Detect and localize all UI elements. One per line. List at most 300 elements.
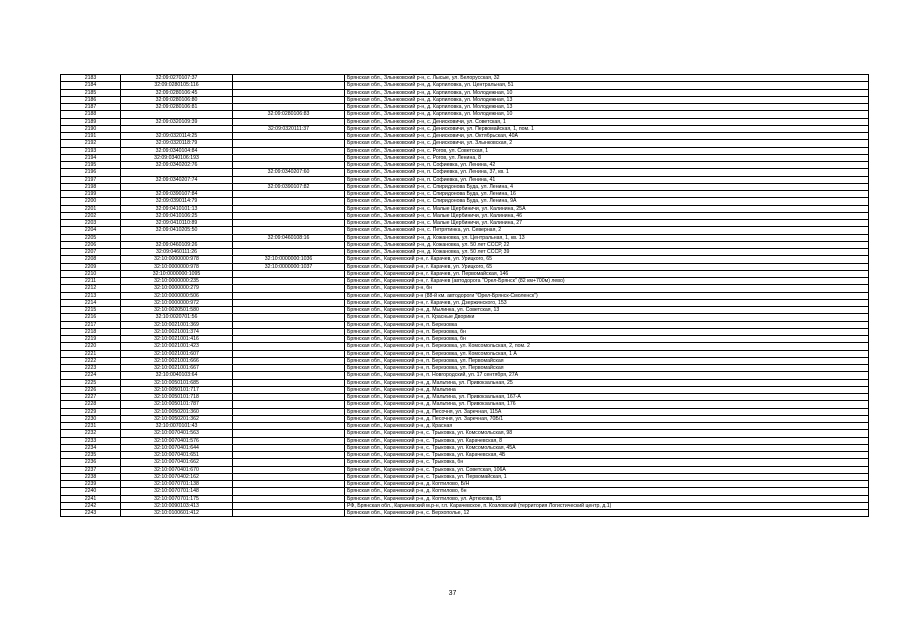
address-cell: Брянская обл., Злынковский р-н, д. Карпиловка, ул. Молодежная, 13 — [345, 104, 869, 111]
table-row — [61, 299, 869, 306]
table-row — [61, 198, 869, 205]
row-number-cell: 2196 — [61, 169, 121, 176]
cadastral-number-cell: 32:10:0000000:235 — [121, 278, 233, 285]
table-row — [61, 495, 869, 502]
registry-table-container — [60, 74, 869, 517]
cadastral-number-cell: 32:09:0280106:80 — [121, 96, 233, 103]
address-cell: Брянская обл., Карачевский р-н, п. Красные Дворики — [345, 314, 869, 321]
related-cadastral-number-cell — [233, 379, 345, 386]
row-number-cell: 2236 — [61, 459, 121, 466]
row-number-cell: 2208 — [61, 256, 121, 263]
row-number-cell: 2222 — [61, 357, 121, 364]
address-cell: Брянская обл., Карачевский р-н, д. Мальтина, ул. Привокзальная, 25 — [345, 379, 869, 386]
table-row — [61, 140, 869, 147]
cadastral-number-cell: 32:10:0000000:978 — [121, 256, 233, 263]
row-number-cell: 2211 — [61, 278, 121, 285]
related-cadastral-number-cell — [233, 386, 345, 393]
related-cadastral-number-cell — [233, 140, 345, 147]
cadastral-number-cell — [121, 234, 233, 241]
cadastral-number-cell: 32:10:0070401:644 — [121, 444, 233, 451]
address-cell: Брянская обл., Карачевский р-н, г. Карачев, ул. Первомайская, 146 — [345, 270, 869, 277]
related-cadastral-number-cell — [233, 118, 345, 125]
address-cell: Брянская обл., Злынковский р-н, с. Рогов, ул. Ленина, 8 — [345, 154, 869, 161]
row-number-cell: 2186 — [61, 96, 121, 103]
table-row — [61, 502, 869, 509]
address-cell: Брянская обл., Карачевский р-н, п. Березовка, ул. Первомайская — [345, 365, 869, 372]
table-row — [61, 205, 869, 212]
cadastral-number-cell: 32:10:0070101:43 — [121, 423, 233, 430]
related-cadastral-number-cell — [233, 357, 345, 364]
row-number-cell: 2184 — [61, 82, 121, 89]
related-cadastral-number-cell — [233, 343, 345, 350]
table-row — [61, 444, 869, 451]
related-cadastral-number-cell: 32:10:0000000:1037 — [233, 263, 345, 270]
related-cadastral-number-cell — [233, 147, 345, 154]
table-row — [61, 154, 869, 161]
related-cadastral-number-cell — [233, 408, 345, 415]
row-number-cell: 2224 — [61, 372, 121, 379]
table-row — [61, 249, 869, 256]
row-number-cell: 2219 — [61, 336, 121, 343]
related-cadastral-number-cell: 32:09:0390107:82 — [233, 183, 345, 190]
table-row — [61, 270, 869, 277]
table-row — [61, 125, 869, 132]
address-cell: Брянская обл., Карачевский р-н, д. Песочня, ул. Заречная, 115А — [345, 408, 869, 415]
row-number-cell: 2225 — [61, 379, 121, 386]
related-cadastral-number-cell — [233, 212, 345, 219]
row-number-cell: 2203 — [61, 220, 121, 227]
address-cell: Брянская обл., Злынковский р-н, п. Софиевка, ул. Ленина, 37, кв. 1 — [345, 169, 869, 176]
address-cell: Брянская обл., Карачевский р-н, п. Березовка, ул. Комсомольская, 2, пом. 2 — [345, 343, 869, 350]
row-number-cell: 2238 — [61, 473, 121, 480]
address-cell: Брянская обл., Злынковский р-н, с. Спиридонова Буда, ул. Ленина, 9А — [345, 198, 869, 205]
table-row — [61, 350, 869, 357]
cadastral-number-cell: 32:10:0100601:412 — [121, 510, 233, 517]
table-row — [61, 118, 869, 125]
related-cadastral-number-cell — [233, 336, 345, 343]
row-number-cell: 2189 — [61, 118, 121, 125]
related-cadastral-number-cell — [233, 495, 345, 502]
related-cadastral-number-cell — [233, 401, 345, 408]
related-cadastral-number-cell — [233, 241, 345, 248]
address-cell: Брянская обл., Злынковский р-н, п. Софиевка, ул. Ленина, 42 — [345, 162, 869, 169]
cadastral-number-cell: 32:10:0050101:718 — [121, 394, 233, 401]
address-cell: Брянская обл., Злынковский р-н, с. Спиридонова Буда, ул. Ленина, 16 — [345, 191, 869, 198]
address-cell: РФ, Брянская обл., Карачевский м.р-н, г.п. Карачевское, п. Козловский (территория Логистический центр, д.1) — [345, 502, 869, 509]
row-number-cell: 2220 — [61, 343, 121, 350]
cadastral-number-cell: 32:10:0070401:576 — [121, 437, 233, 444]
address-cell: Брянская обл., Злынковский р-н, д. Карпиловка, ул. Центральная, 51 — [345, 82, 869, 89]
related-cadastral-number-cell — [233, 365, 345, 372]
related-cadastral-number-cell — [233, 481, 345, 488]
row-number-cell: 2195 — [61, 162, 121, 169]
cadastral-number-cell: 32:10:0021001:374 — [121, 328, 233, 335]
row-number-cell: 2202 — [61, 212, 121, 219]
row-number-cell: 2200 — [61, 198, 121, 205]
row-number-cell: 2226 — [61, 386, 121, 393]
address-cell: Брянская обл., Карачевский р-н, г. Карачев (автодорога "Орел-Брянск" (82 км+700м) лево) — [345, 278, 869, 285]
table-row — [61, 314, 869, 321]
cadastral-number-cell: 32:09:0280106:45 — [121, 89, 233, 96]
table-row — [61, 147, 869, 154]
table-row — [61, 321, 869, 328]
address-cell: Брянская обл., Злынковский р-н, с. Малые Щербиничи, ул. Калинина, 25А — [345, 205, 869, 212]
table-row — [61, 176, 869, 183]
cadastral-number-cell: 32:10:0040103:64 — [121, 372, 233, 379]
address-cell: Брянская обл., Злынковский р-н, с. Денисковичи, ул. Октябрьская, 40А — [345, 133, 869, 140]
row-number-cell: 2229 — [61, 408, 121, 415]
row-number-cell: 2214 — [61, 299, 121, 306]
related-cadastral-number-cell — [233, 423, 345, 430]
address-cell: Брянская обл., Карачевский р-н, г. Карачев, ул. Урицкого, 65 — [345, 263, 869, 270]
table-row — [61, 452, 869, 459]
cadastral-number-cell — [121, 169, 233, 176]
table-row — [61, 82, 869, 89]
related-cadastral-number-cell — [233, 220, 345, 227]
row-number-cell: 2242 — [61, 502, 121, 509]
cadastral-number-cell: 32:10:0000000:978 — [121, 263, 233, 270]
table-row — [61, 408, 869, 415]
registry-table — [60, 74, 869, 517]
row-number-cell: 2210 — [61, 270, 121, 277]
row-number-cell: 2185 — [61, 89, 121, 96]
table-row — [61, 365, 869, 372]
address-cell: Брянская обл., Карачевский р-н, д. Мальтина, ул. Привокзальная, 176 — [345, 401, 869, 408]
row-number-cell: 2188 — [61, 111, 121, 118]
row-number-cell: 2198 — [61, 183, 121, 190]
address-cell: Брянская обл., Злынковский р-н, с. Денисковичи, ул. Первомайская, 1, пом. 1 — [345, 125, 869, 132]
table-row — [61, 415, 869, 422]
table-row — [61, 256, 869, 263]
address-cell: Брянская обл., Карачевский р-н (88-й км. автодороги "Орел-Брянск-Смоленск") — [345, 292, 869, 299]
related-cadastral-number-cell — [233, 133, 345, 140]
row-number-cell: 2237 — [61, 466, 121, 473]
table-row — [61, 488, 869, 495]
row-number-cell: 2201 — [61, 205, 121, 212]
cadastral-number-cell: 32:10:0070401:670 — [121, 466, 233, 473]
table-row — [61, 386, 869, 393]
cadastral-number-cell: 32:10:0021001:423 — [121, 343, 233, 350]
address-cell: Брянская обл., Карачевский р-н, с. Трыковка, ул. Комсомольская, 45А — [345, 444, 869, 451]
row-number-cell: 2216 — [61, 314, 121, 321]
row-number-cell: 2230 — [61, 415, 121, 422]
address-cell: Брянская обл., Злынковский р-н, д. Кожановка, ул. 50 лет СССР, 22 — [345, 241, 869, 248]
table-row — [61, 473, 869, 480]
row-number-cell: 2223 — [61, 365, 121, 372]
related-cadastral-number-cell — [233, 510, 345, 517]
related-cadastral-number-cell — [233, 278, 345, 285]
cadastral-number-cell — [121, 125, 233, 132]
row-number-cell: 2187 — [61, 104, 121, 111]
row-number-cell: 2190 — [61, 125, 121, 132]
address-cell: Брянская обл., Злынковский р-н, с. Денисковичи, ул. Советская, 1 — [345, 118, 869, 125]
address-cell: Брянская обл., Злынковский р-н, д. Карпиловка, ул. Молодежная, 13 — [345, 96, 869, 103]
table-row — [61, 133, 869, 140]
address-cell: Брянская обл., Карачевский р-н, д. Песочня, ул. Заречная, 70Б/1 — [345, 415, 869, 422]
cadastral-number-cell: 32:09:0410101:13 — [121, 205, 233, 212]
table-row — [61, 379, 869, 386]
related-cadastral-number-cell — [233, 350, 345, 357]
cadastral-number-cell: 32:10:0020501:580 — [121, 307, 233, 314]
table-row — [61, 401, 869, 408]
table-row — [61, 169, 869, 176]
cadastral-number-cell: 32:10:0050201:360 — [121, 408, 233, 415]
cadastral-number-cell: 32:09:0410110:89 — [121, 220, 233, 227]
table-row — [61, 437, 869, 444]
cadastral-number-cell: 32:10:0021001:667 — [121, 365, 233, 372]
cadastral-number-cell: 32:10:0021001:666 — [121, 357, 233, 364]
address-cell: Брянская обл., Карачевский р-н, д. Мальтина — [345, 386, 869, 393]
cadastral-number-cell: 32:10:0021001:369 — [121, 321, 233, 328]
address-cell: Брянская обл., Карачевский р-н, бн — [345, 285, 869, 292]
cadastral-number-cell: 32:09:0320114:25 — [121, 133, 233, 140]
related-cadastral-number-cell — [233, 227, 345, 234]
table-row — [61, 292, 869, 299]
table-row — [61, 278, 869, 285]
table-row — [61, 394, 869, 401]
row-number-cell: 2234 — [61, 444, 121, 451]
table-row — [61, 481, 869, 488]
cadastral-number-cell: 32:10:0000000:972 — [121, 299, 233, 306]
address-cell: Брянская обл., Карачевский р-н, п. Березовка, ул. Первомайская — [345, 357, 869, 364]
cadastral-number-cell: 32:09:0340202:76 — [121, 162, 233, 169]
cadastral-number-cell: 32:09:0280105:116 — [121, 82, 233, 89]
cadastral-number-cell: 32:10:0021001:607 — [121, 350, 233, 357]
cadastral-number-cell: 32:09:0410205:50 — [121, 227, 233, 234]
cadastral-number-cell: 32:10:0050101:685 — [121, 379, 233, 386]
address-cell: Брянская обл., Злынковский р-н, п. Софиевка, ул. Ленина, 41 — [345, 176, 869, 183]
table-row — [61, 241, 869, 248]
row-number-cell: 2205 — [61, 234, 121, 241]
table-row — [61, 263, 869, 270]
table-row — [61, 183, 869, 190]
related-cadastral-number-cell — [233, 89, 345, 96]
related-cadastral-number-cell — [233, 270, 345, 277]
related-cadastral-number-cell: 32:09:0320111:37 — [233, 125, 345, 132]
row-number-cell: 2231 — [61, 423, 121, 430]
related-cadastral-number-cell — [233, 394, 345, 401]
related-cadastral-number-cell: 32:09:0460108:16 — [233, 234, 345, 241]
cadastral-number-cell: 32:09:0270107:37 — [121, 75, 233, 82]
row-number-cell: 2227 — [61, 394, 121, 401]
cadastral-number-cell — [121, 111, 233, 118]
row-number-cell: 2209 — [61, 263, 121, 270]
cadastral-number-cell: 32:10:0070701:138 — [121, 481, 233, 488]
related-cadastral-number-cell — [233, 328, 345, 335]
address-cell: Брянская обл., Карачевский р-н, п. Березовка, ул. Комсомольская, 1 А — [345, 350, 869, 357]
row-number-cell: 2192 — [61, 140, 121, 147]
table-row — [61, 423, 869, 430]
row-number-cell: 2193 — [61, 147, 121, 154]
related-cadastral-number-cell — [233, 459, 345, 466]
cadastral-number-cell: 32:09:0340106:193 — [121, 154, 233, 161]
related-cadastral-number-cell — [233, 82, 345, 89]
address-cell: Брянская обл., Карачевский р-н, с. Трыковка, ул. Карачевская, 8 — [345, 437, 869, 444]
row-number-cell: 2217 — [61, 321, 121, 328]
cadastral-number-cell: 32:09:0460109:26 — [121, 241, 233, 248]
table-row — [61, 212, 869, 219]
address-cell: Брянская обл., Карачевский р-н, п. Березовка, бн — [345, 336, 869, 343]
table-row — [61, 328, 869, 335]
row-number-cell: 2228 — [61, 401, 121, 408]
row-number-cell: 2213 — [61, 292, 121, 299]
address-cell: Брянская обл., Злынковский р-н, с. Малые Щербиничи, ул. Калинина, 27 — [345, 220, 869, 227]
cadastral-number-cell: 32:10:0000000:279 — [121, 285, 233, 292]
address-cell: Брянская обл., Карачевский р-н, д. Коптилово, бн — [345, 488, 869, 495]
related-cadastral-number-cell: 32:10:0000000:1036 — [233, 256, 345, 263]
registry-table-body — [61, 75, 869, 517]
row-number-cell: 2239 — [61, 481, 121, 488]
table-row — [61, 227, 869, 234]
related-cadastral-number-cell — [233, 307, 345, 314]
address-cell: Брянская обл., Злынковский р-н, с. Петрятинка, ул. Северная, 2 — [345, 227, 869, 234]
cadastral-number-cell: 32:09:0320109:39 — [121, 118, 233, 125]
cadastral-number-cell: 32:10:0070401:563 — [121, 430, 233, 437]
cadastral-number-cell: 32:09:0340207:74 — [121, 176, 233, 183]
related-cadastral-number-cell — [233, 96, 345, 103]
address-cell: Брянская обл., Карачевский р-н, с. Трыковка, бн — [345, 459, 869, 466]
address-cell: Брянская обл., Карачевский р-н, с. Трыковка, ул. Первомайская, 1 — [345, 473, 869, 480]
related-cadastral-number-cell — [233, 488, 345, 495]
address-cell: Брянская обл., Карачевский р-н, д. Мальтина, ул. Привокзальная, 167-А — [345, 394, 869, 401]
cadastral-number-cell: 32:09:0340104:84 — [121, 147, 233, 154]
table-row — [61, 220, 869, 227]
cadastral-number-cell: 32:10:0070401:662 — [121, 459, 233, 466]
cadastral-number-cell: 32:09:0410106:25 — [121, 212, 233, 219]
related-cadastral-number-cell — [233, 372, 345, 379]
related-cadastral-number-cell — [233, 314, 345, 321]
table-row — [61, 96, 869, 103]
address-cell: Брянская обл., Карачевский р-н, с. Верхополье, 12 — [345, 510, 869, 517]
related-cadastral-number-cell — [233, 75, 345, 82]
related-cadastral-number-cell — [233, 104, 345, 111]
address-cell: Брянская обл., Карачевский р-н, п. Березовка — [345, 321, 869, 328]
related-cadastral-number-cell: 32:09:0280106:83 — [233, 111, 345, 118]
address-cell: Брянская обл., Злынковский р-н, д. Карпиловка, ул. Молодежная, 10 — [345, 111, 869, 118]
table-row — [61, 307, 869, 314]
cadastral-number-cell: 32:10:0000000:506 — [121, 292, 233, 299]
related-cadastral-number-cell — [233, 473, 345, 480]
row-number-cell: 2215 — [61, 307, 121, 314]
cadastral-number-cell: 32:10:0050101:717 — [121, 386, 233, 393]
row-number-cell: 2232 — [61, 430, 121, 437]
cadastral-number-cell: 32:10:0090103:413 — [121, 502, 233, 509]
related-cadastral-number-cell: 32:09:0340207:60 — [233, 169, 345, 176]
cadastral-number-cell: 32:10:0070402:162 — [121, 473, 233, 480]
related-cadastral-number-cell — [233, 162, 345, 169]
table-row — [61, 343, 869, 350]
row-number-cell: 2206 — [61, 241, 121, 248]
address-cell: Брянская обл., Карачевский р-н, п. Новгородский, ул. 17 сентября, 27А — [345, 372, 869, 379]
related-cadastral-number-cell — [233, 249, 345, 256]
related-cadastral-number-cell — [233, 452, 345, 459]
row-number-cell: 2240 — [61, 488, 121, 495]
address-cell: Брянская обл., Злынковский р-н, с. Спиридонова Буда, ул. Ленина, 4 — [345, 183, 869, 190]
table-row — [61, 104, 869, 111]
row-number-cell: 2194 — [61, 154, 121, 161]
table-row — [61, 191, 869, 198]
page-number: 37 — [448, 590, 457, 597]
cadastral-number-cell: 32:10:0070401:651 — [121, 452, 233, 459]
related-cadastral-number-cell — [233, 191, 345, 198]
row-number-cell: 2199 — [61, 191, 121, 198]
row-number-cell: 2218 — [61, 328, 121, 335]
address-cell: Брянская обл., Карачевский р-н, с. Трыковка, ул. Советская, 106А — [345, 466, 869, 473]
related-cadastral-number-cell — [233, 321, 345, 328]
address-cell: Брянская обл., Карачевский р-н, д. Коптилово, Б/Н — [345, 481, 869, 488]
related-cadastral-number-cell — [233, 299, 345, 306]
address-cell: Брянская обл., Карачевский р-н, д. Мылинка, ул. Советская, 13 — [345, 307, 869, 314]
address-cell: Брянская обл., Злынковский р-н, с. Денисковичи, ул. Злынковская, 2 — [345, 140, 869, 147]
address-cell: Брянская обл., Карачевский р-н, с. Трыковка, ул. Карачевская, 4Б — [345, 452, 869, 459]
related-cadastral-number-cell — [233, 205, 345, 212]
table-row — [61, 459, 869, 466]
table-row — [61, 466, 869, 473]
cadastral-number-cell: 32:09:0390114:79 — [121, 198, 233, 205]
cadastral-number-cell: 32:09:0320118:79 — [121, 140, 233, 147]
cadastral-number-cell: 32:09:0460111:26 — [121, 249, 233, 256]
cadastral-number-cell: 32:09:0280106:81 — [121, 104, 233, 111]
address-cell: Брянская обл., Карачевский р-н, г. Карачев, ул. Дзержинского, 153 — [345, 299, 869, 306]
row-number-cell: 2183 — [61, 75, 121, 82]
address-cell: Брянская обл., Злынковский р-н, с. Малые Щербиничи, ул. Калинина, 46 — [345, 212, 869, 219]
related-cadastral-number-cell — [233, 154, 345, 161]
related-cadastral-number-cell — [233, 466, 345, 473]
row-number-cell: 2212 — [61, 285, 121, 292]
related-cadastral-number-cell — [233, 198, 345, 205]
cadastral-number-cell: 32:10:0000000:1095 — [121, 270, 233, 277]
cadastral-number-cell: 32:10:0050101:787 — [121, 401, 233, 408]
address-cell: Брянская обл., Злынковский р-н, с. Лысые, ул. Белорусская, 32 — [345, 75, 869, 82]
cadastral-number-cell: 32:10:0021001:416 — [121, 336, 233, 343]
cadastral-number-cell: 32:10:0070701:148 — [121, 488, 233, 495]
table-row — [61, 372, 869, 379]
table-row — [61, 162, 869, 169]
row-number-cell: 2235 — [61, 452, 121, 459]
table-row — [61, 285, 869, 292]
row-number-cell: 2243 — [61, 510, 121, 517]
related-cadastral-number-cell — [233, 444, 345, 451]
address-cell: Брянская обл., Злынковский р-н, д. Кожановка, ул. Центральная, 1, кв. 13 — [345, 234, 869, 241]
address-cell: Брянская обл., Злынковский р-н, д. Карпиловка, ул. Молодежная, 10 — [345, 89, 869, 96]
row-number-cell: 2191 — [61, 133, 121, 140]
related-cadastral-number-cell — [233, 285, 345, 292]
row-number-cell: 2233 — [61, 437, 121, 444]
address-cell: Брянская обл., Карачевский р-н, г. Карачев, ул. Урицкого, 65 — [345, 256, 869, 263]
row-number-cell: 2197 — [61, 176, 121, 183]
cadastral-number-cell: 32:10:0050201:362 — [121, 415, 233, 422]
row-number-cell: 2204 — [61, 227, 121, 234]
cadastral-number-cell — [121, 183, 233, 190]
address-cell: Брянская обл., Карачевский р-н, с. Трыковка, ул. Комсомольская, 98 — [345, 430, 869, 437]
cadastral-number-cell: 32:10:0020701:56 — [121, 314, 233, 321]
table-row — [61, 357, 869, 364]
related-cadastral-number-cell — [233, 502, 345, 509]
address-cell: Брянская обл., Карачевский р-н, д. Красная — [345, 423, 869, 430]
related-cadastral-number-cell — [233, 176, 345, 183]
table-row — [61, 111, 869, 118]
table-row — [61, 234, 869, 241]
table-row — [61, 75, 869, 82]
address-cell: Брянская обл., Злынковский р-н, д. Кожановка, ул. 50 лет СССР, 39 — [345, 249, 869, 256]
cadastral-number-cell: 32:10:0070701:175 — [121, 495, 233, 502]
related-cadastral-number-cell — [233, 415, 345, 422]
related-cadastral-number-cell — [233, 430, 345, 437]
table-row — [61, 336, 869, 343]
related-cadastral-number-cell — [233, 292, 345, 299]
address-cell: Брянская обл., Карачевский р-н, д. Коптилово, ул. Артюхова, 15 — [345, 495, 869, 502]
row-number-cell: 2207 — [61, 249, 121, 256]
